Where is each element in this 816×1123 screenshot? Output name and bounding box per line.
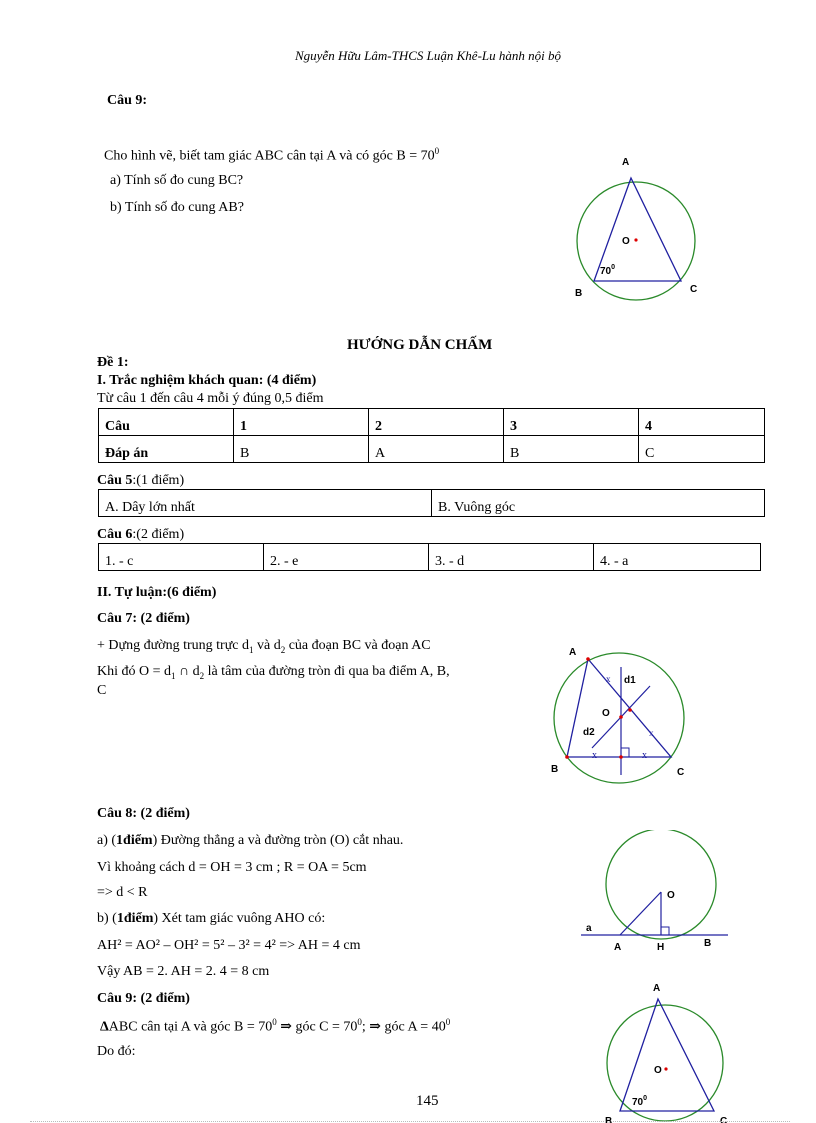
page-header: Nguyễn Hữu Lâm-THCS Luận Khê-Lu hành nội bộ <box>294 48 562 63</box>
angle-label: $70^0$ <box>600 264 616 277</box>
table-cell: A <box>369 436 504 463</box>
tick-mark: x <box>592 750 597 761</box>
table-cell: C <box>639 436 765 463</box>
midpoint-bc <box>619 755 623 759</box>
table-cell: 3 <box>504 409 639 436</box>
tick-mark: x <box>642 750 647 761</box>
triangle-abc <box>620 999 714 1111</box>
label-b: B <box>551 764 559 775</box>
question-7-line1: + Dựng đường trung trực $d_1$ và $d_2$ của đoạn BC và đoạn AC <box>97 638 431 655</box>
table-cell: 2 <box>369 409 504 436</box>
right-angle-mark <box>621 748 629 757</box>
label-a: A <box>622 157 630 168</box>
table-header-cell: Đáp án <box>99 436 234 463</box>
circumcircle <box>607 1005 723 1121</box>
question-9-answer-title: Câu 9: (2 điểm) <box>97 991 190 1006</box>
table-row <box>99 409 765 436</box>
question-8-part-a: a) (1điểm) Đường thẳng a và đường tròn (O) cắt nhau. <box>97 833 404 848</box>
label-b: B <box>704 938 712 949</box>
point-a <box>586 657 590 661</box>
label-c: C <box>720 1116 728 1123</box>
answer-table <box>98 408 765 463</box>
label-b: B <box>575 288 583 299</box>
table-cell: 4 <box>639 409 765 436</box>
question-9-part-a: a) Tính số đo cung BC? <box>110 173 244 188</box>
point-o <box>619 715 623 719</box>
page-number: 145 <box>416 1093 439 1109</box>
tick-mark: x <box>606 674 611 684</box>
table-cell: 1 <box>234 409 369 436</box>
center-point <box>634 238 637 241</box>
table-cell: 3. - d <box>429 544 594 571</box>
table-row <box>99 436 765 463</box>
question-7-title: Câu 7: (2 điểm) <box>97 611 190 626</box>
question-9-title: Câu 9: <box>107 93 148 108</box>
de-label: Đề 1: <box>97 355 129 370</box>
table-cell: 4. - a <box>594 544 761 571</box>
label-a-point: A <box>614 942 622 953</box>
question-8-inequality: => d < R <box>97 885 148 900</box>
question-9-do-do: Do đó: <box>97 1044 136 1059</box>
part2-title: II. Tự luận:(6 điểm) <box>97 585 217 600</box>
question-7-line2: Khi đó $O = d_1$ ∩ $d_2$ là tâm của đường tròn đi qua ba điểm A, B, <box>97 664 450 681</box>
figure-isosceles-triangle-circle <box>560 150 720 330</box>
table-cell: A. Dây lớn nhất <box>99 490 432 517</box>
label-a: A <box>569 647 577 658</box>
circumcircle <box>554 653 684 783</box>
label-h: H <box>657 942 665 953</box>
question-6-table <box>98 543 761 571</box>
label-a: A <box>653 983 661 994</box>
table-cell: B. Vuông góc <box>432 490 765 517</box>
question-9-answer-line: ΔABC cân tại A và góc $B = 70^0$ ⇒ góc $C = 70^0$; ⇒ góc $A = 40^0$ <box>100 1017 451 1035</box>
question-7-line3: C <box>97 683 107 698</box>
question-8-equation: AH² = AO² – OH² = 5² – 3² = 4² => AH = 4 cm <box>97 938 361 953</box>
label-o: O <box>622 236 630 247</box>
table-cell: B <box>504 436 639 463</box>
label-d1: d1 <box>624 675 636 686</box>
triangle-abc <box>567 659 671 757</box>
question-5-table <box>98 489 765 517</box>
part1-note: Từ câu 1 đến câu 4 mỗi ý đúng 0,5 điểm <box>97 391 324 406</box>
question-9-part-b: b) Tính số đo cung AB? <box>110 200 244 215</box>
figure-line-circle <box>578 830 738 960</box>
label-o: O <box>654 1065 662 1076</box>
label-b: B <box>605 1116 613 1123</box>
table-header-cell: Câu <box>99 409 234 436</box>
table-row <box>99 544 761 571</box>
center-point <box>664 1067 667 1070</box>
label-d2: d2 <box>583 727 595 738</box>
tick-mark: x <box>649 728 654 738</box>
page-bottom-divider <box>30 1121 790 1122</box>
label-a-line: a <box>586 923 592 934</box>
segment-oa <box>620 892 661 935</box>
label-o: O <box>667 890 675 901</box>
figure-perpendicular-bisectors <box>548 640 708 790</box>
table-row <box>99 490 765 517</box>
label-c: C <box>677 767 685 778</box>
question-8-distance: Vì khoảng cách d = OH = 3 cm ; R = OA = 5cm <box>97 860 367 875</box>
table-cell: 1. - c <box>99 544 264 571</box>
question-8-title: Câu 8: (2 điểm) <box>97 806 190 821</box>
table-cell: 2. - e <box>264 544 429 571</box>
right-angle-mark <box>661 927 669 935</box>
label-o: O <box>602 708 610 719</box>
question-8-part-b: b) (1điểm) Xét tam giác vuông AHO có: <box>97 911 326 926</box>
part1-title: I. Trắc nghiệm khách quan: (4 điểm) <box>97 373 317 388</box>
table-cell: B <box>234 436 369 463</box>
question-5-title: Câu 5:(1 điểm) <box>97 473 185 488</box>
figure-isosceles-triangle-circle-2 <box>590 975 740 1123</box>
question-6-title: Câu 6:(2 điểm) <box>97 527 185 542</box>
question-9-intro: Cho hình vẽ, biết tam giác ABC cân tại A và có góc $B = 70^0$ <box>104 146 440 164</box>
label-c: C <box>690 284 698 295</box>
point-b <box>565 755 569 759</box>
guide-title: HƯỚNG DẪN CHẤM <box>347 337 493 353</box>
question-8-result: Vậy AB = 2. AH = 2. 4 = 8 cm <box>97 964 270 979</box>
midpoint-ac <box>628 708 632 712</box>
angle-label: $70^0$ <box>632 1095 648 1108</box>
